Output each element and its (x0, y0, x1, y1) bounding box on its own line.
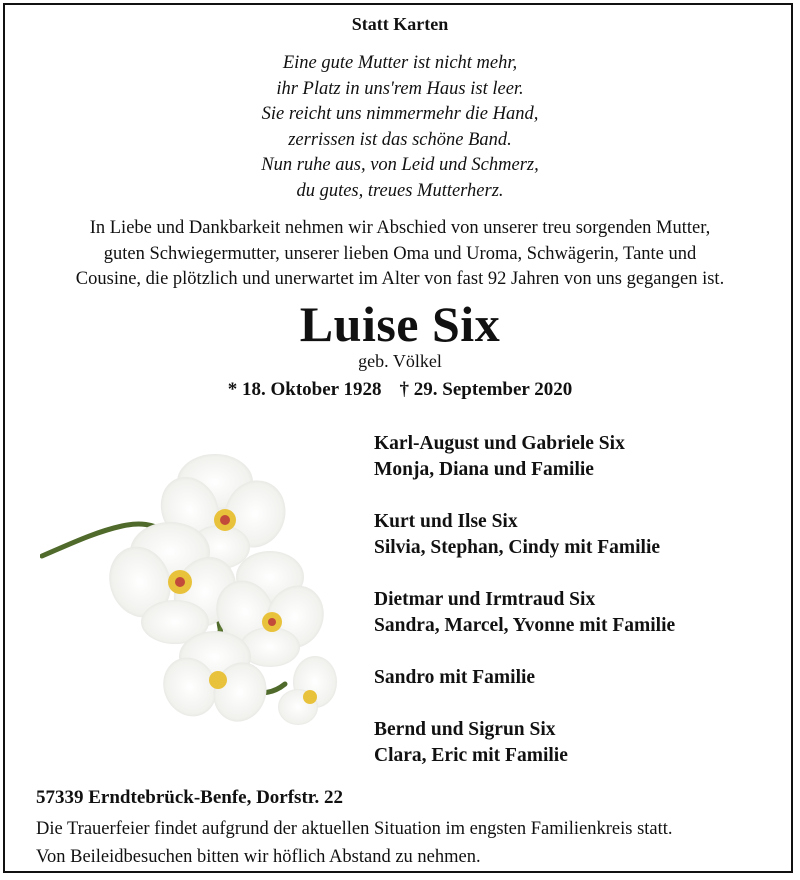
poem (0, 51, 800, 204)
family-line: Sandro mit Familie (374, 667, 536, 688)
family-group (374, 587, 675, 639)
birth-date: * 18. Oktober 1928 (227, 379, 382, 400)
family-line: Clara, Eric mit Familie (374, 745, 568, 766)
funeral-note: Die Trauerfeier findet aufgrund der aktuellen Situation im engsten Familienkreis statt. (36, 819, 673, 839)
condolence-note: Von Beileidbesuchen bitten wir höflich Abstand zu nehmen. (36, 847, 481, 867)
birth-name: geb. Völkel (358, 351, 442, 371)
family-line: Dietmar und Irmtraud Six (374, 589, 596, 610)
family-group (374, 717, 675, 769)
family-line: Karl-August und Gabriele Six (374, 433, 625, 454)
orchid-image (40, 452, 340, 732)
intro-line: In Liebe und Dankbarkeit nehmen wir Abschied von unserer treu sorgenden Mutter, (89, 218, 711, 238)
family-group (374, 509, 675, 561)
poem-line: Sie reicht uns nimmermehr die Hand, (261, 104, 539, 124)
address: 57339 Erndtebrück-Benfe, Dorfstr. 22 (36, 787, 343, 808)
family-line: Silvia, Stephan, Cindy mit Familie (374, 537, 661, 558)
family-line: Kurt und Ilse Six (374, 511, 518, 532)
intro-line: Cousine, die plötzlich und unerwartet im Alter von fast 92 Jahren von uns gegangen ist. (75, 269, 725, 289)
poem-line: ihr Platz in uns'rem Haus ist leer. (276, 78, 524, 99)
poem-line: zerrissen ist das schöne Band. (288, 129, 512, 150)
family-group (374, 665, 675, 691)
family-list (374, 431, 675, 769)
intro-text (0, 216, 800, 293)
intro-line: guten Schwiegermutter, unserer lieben Oma und Uroma, Schwägerin, Tante und (103, 243, 697, 264)
family-line: Bernd und Sigrun Six (374, 719, 556, 740)
family-line: Monja, Diana und Familie (374, 459, 594, 480)
footer-notes (36, 815, 673, 871)
deceased-name: Luise Six (299, 296, 501, 352)
family-line: Sandra, Marcel, Yvonne mit Familie (374, 615, 676, 636)
orchid-flower-small (278, 656, 337, 725)
life-dates (0, 379, 800, 401)
poem-line: du gutes, treues Mutterherz. (296, 180, 504, 201)
family-group (374, 431, 675, 483)
poem-line: Nun ruhe aus, von Leid und Schmerz, (261, 155, 539, 175)
poem-line: Eine gute Mutter ist nicht mehr, (282, 53, 518, 73)
header-title: Statt Karten (351, 14, 449, 34)
death-date: † 29. September 2020 (399, 379, 573, 400)
